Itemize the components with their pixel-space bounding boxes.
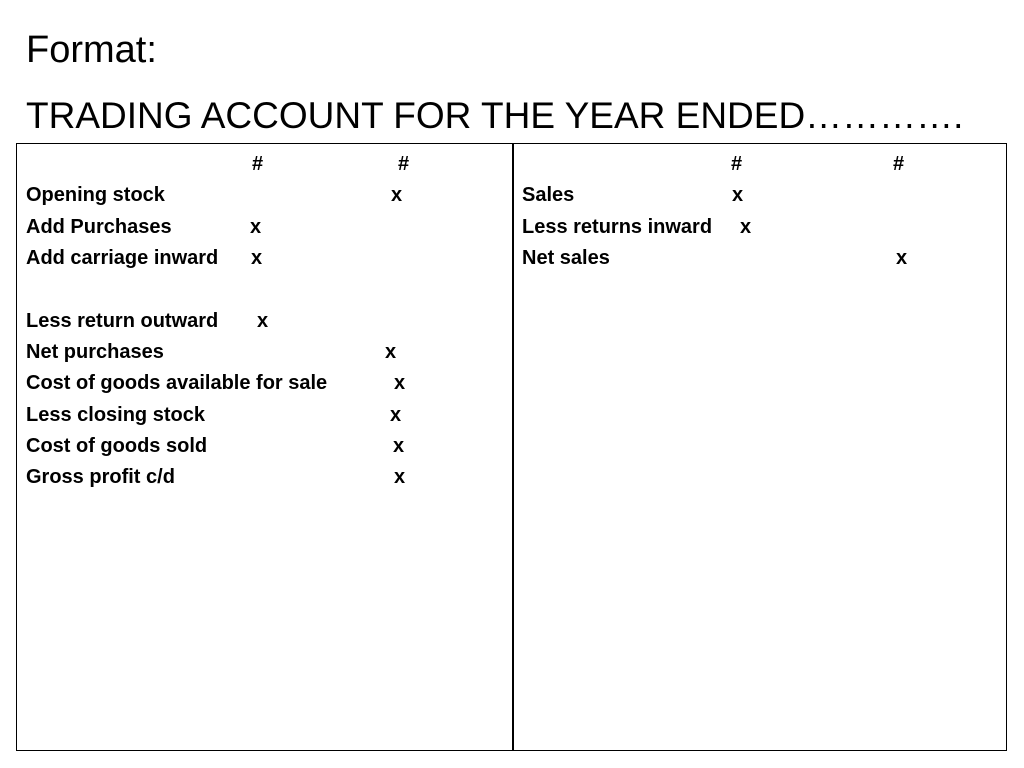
row-amount-cost-of-goods-sold: x — [393, 435, 405, 457]
row-label-return-outward: Less return outward — [26, 310, 219, 332]
row-label-returns-inward: Less returns inward — [522, 216, 713, 238]
row-label-closing-stock: Less closing stock — [26, 404, 205, 426]
row-label-gross-profit: Gross profit c/d — [26, 466, 175, 488]
row-amount-opening-stock: x — [391, 184, 403, 206]
page-title: TRADING ACCOUNT FOR THE YEAR ENDED…………. — [26, 95, 964, 136]
row-label-sales: Sales — [522, 184, 575, 206]
left-header-hash-2: # — [398, 153, 410, 175]
row-amount-carriage-inward: x — [251, 247, 263, 269]
right-header-hash-1: # — [731, 153, 743, 175]
format-heading: Format: — [26, 29, 157, 71]
row-label-opening-stock: Opening stock — [26, 184, 165, 206]
row-amount-return-outward: x — [257, 310, 269, 332]
row-label-net-purchases: Net purchases — [26, 341, 164, 363]
row-amount-closing-stock: x — [390, 404, 402, 426]
row-label-cost-of-goods-sold: Cost of goods sold — [26, 435, 208, 457]
row-amount-sales: x — [732, 184, 744, 206]
left-header-hash-1: # — [252, 153, 264, 175]
right-header-hash-2: # — [893, 153, 905, 175]
row-label-carriage-inward: Add carriage inward — [26, 247, 219, 269]
row-amount-goods-available: x — [394, 372, 406, 394]
row-label-add-purchases: Add Purchases — [26, 216, 172, 238]
trading-account-table — [16, 143, 1007, 751]
row-amount-net-purchases: x — [385, 341, 397, 363]
row-label-net-sales: Net sales — [522, 247, 610, 269]
row-label-goods-available: Cost of goods available for sale — [26, 372, 328, 394]
row-amount-gross-profit: x — [394, 466, 406, 488]
column-divider — [512, 144, 514, 750]
row-amount-net-sales: x — [896, 247, 908, 269]
row-amount-returns-inward: x — [740, 216, 752, 238]
row-amount-add-purchases: x — [250, 216, 262, 238]
